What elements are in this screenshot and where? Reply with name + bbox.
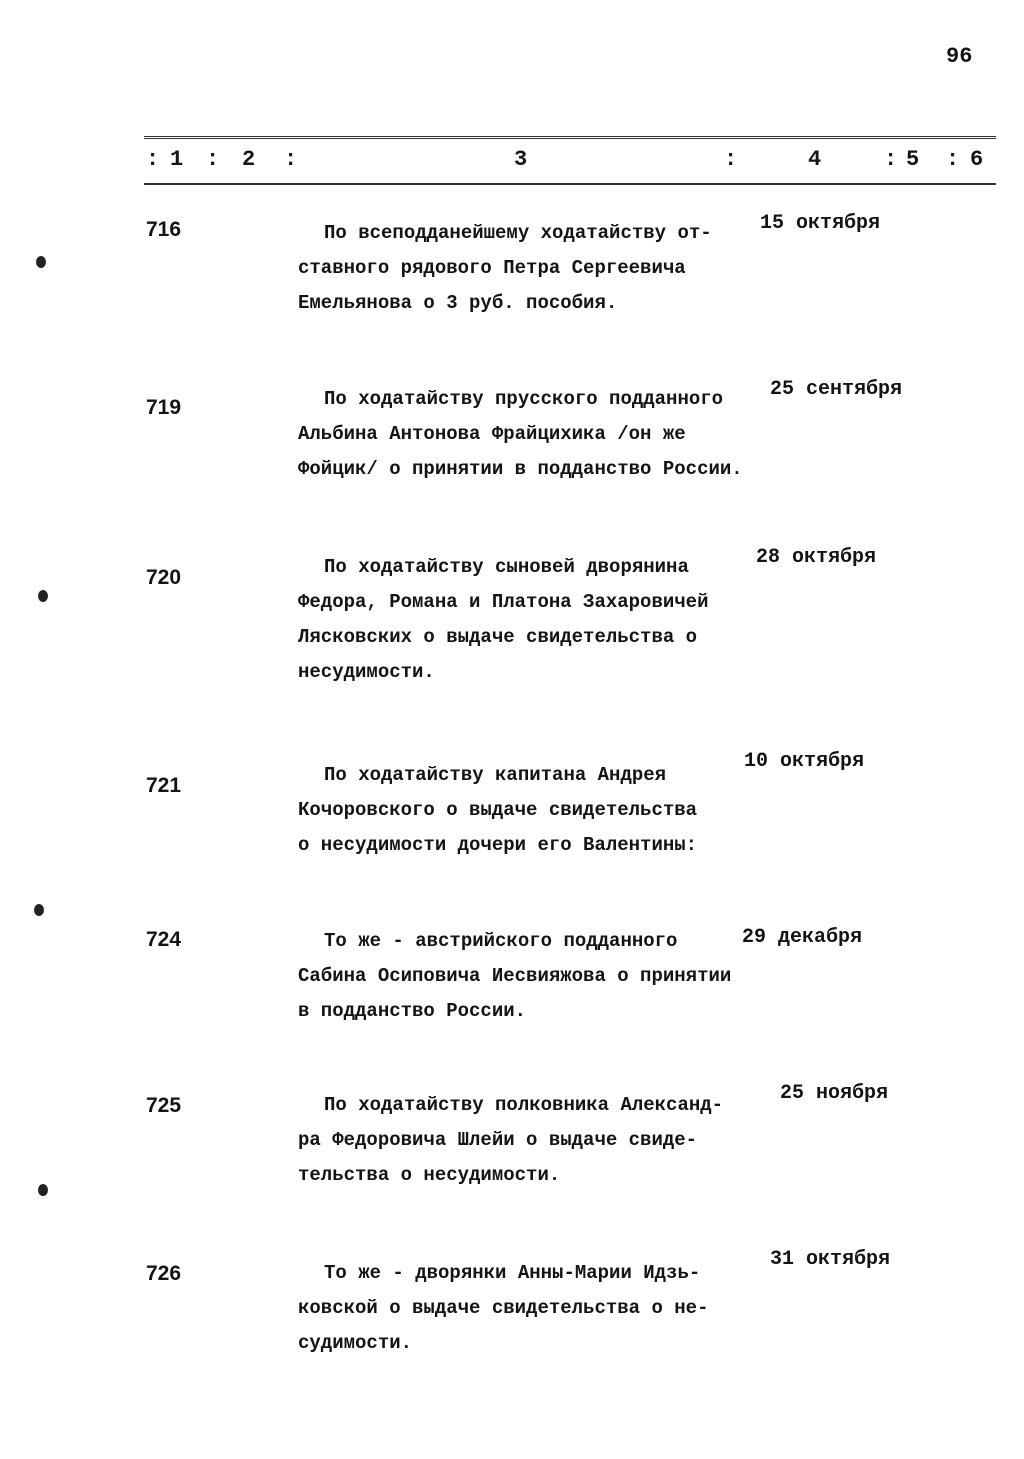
entry-number: 721 (146, 774, 182, 797)
entry-date: 25 ноября (780, 1082, 889, 1105)
text-line: ставного рядового Петра Сергеевича (298, 257, 686, 279)
table-header (144, 136, 996, 185)
entry-description (298, 382, 778, 487)
text-line: По всеподданейшему ходатайству от- (324, 222, 712, 244)
entry-description (298, 216, 778, 321)
entry-date: 10 октября (744, 750, 865, 773)
text-line: Федора, Романа и Платона Захаровичей (298, 591, 709, 613)
binder-hole-mark (34, 904, 44, 916)
text-line: несудимости. (298, 661, 435, 683)
text-line: Емельянова о 3 руб. пособия. (298, 292, 618, 314)
text-line: о несудимости дочери его Валентины: (298, 834, 698, 856)
entry-date: 15 октября (760, 212, 881, 235)
text-line: По ходатайству сыновей дворянина (324, 556, 689, 578)
entry-number: 726 (146, 1262, 182, 1285)
entry-number: 725 (146, 1094, 182, 1117)
text-line: судимости. (298, 1332, 413, 1354)
column-separator: : (284, 147, 298, 172)
binder-hole-mark (38, 1184, 48, 1196)
entry-date: 29 декабря (742, 926, 863, 949)
text-line: По ходатайству прусского подданного (324, 388, 724, 410)
binder-hole-mark (36, 256, 46, 268)
text-line: По ходатайству полковника Александ- (324, 1094, 724, 1116)
column-header-4: 4 (808, 147, 822, 172)
column-header-1: 1 (170, 147, 184, 172)
text-line: Сабина Осиповича Иесвияжова о принятии (298, 965, 732, 987)
column-separator: : (946, 147, 960, 172)
text-line: ра Федоровича Шлейи о выдаче свиде- (298, 1129, 698, 1151)
column-separator: : (146, 147, 160, 172)
text-line: Фойцик/ о принятии в подданство России. (298, 458, 743, 480)
column-header-6: 6 (970, 147, 984, 172)
text-line: ковской о выдаче свидетельства о не- (298, 1297, 709, 1319)
entry-description (298, 550, 778, 690)
column-separator: : (884, 147, 898, 172)
binder-hole-mark (38, 590, 48, 602)
entry-number: 716 (146, 218, 182, 241)
column-separator: : (724, 147, 738, 172)
text-line: То же - австрийского подданного (324, 930, 678, 952)
entry-number: 719 (146, 396, 182, 419)
entry-date: 28 октября (756, 546, 877, 569)
text-line: Кочоровского о выдаче свидетельства (298, 799, 698, 821)
text-line: То же - дворянки Анны-Марии Идзь- (324, 1262, 701, 1284)
column-header-2: 2 (242, 147, 256, 172)
column-header-3: 3 (514, 147, 528, 172)
entry-date: 31 октября (770, 1248, 891, 1271)
text-line: в подданство России. (298, 1000, 527, 1022)
text-line: Лясковских о выдаче свидетельства о (298, 626, 698, 648)
column-header-5: 5 (906, 147, 920, 172)
entry-description (298, 924, 778, 1029)
entry-date: 25 сентября (770, 378, 903, 401)
text-line: тельства о несудимости. (298, 1164, 561, 1186)
entry-description (298, 1256, 778, 1361)
entry-number: 720 (146, 566, 182, 589)
entry-description (298, 1088, 778, 1193)
column-separator: : (206, 147, 220, 172)
page-number: 96 (946, 44, 973, 69)
text-line: По ходатайству капитана Андрея (324, 764, 667, 786)
entry-number: 724 (146, 928, 182, 951)
entry-description (298, 758, 778, 863)
text-line: Альбина Антонова Фрайцихика /он же (298, 423, 686, 445)
